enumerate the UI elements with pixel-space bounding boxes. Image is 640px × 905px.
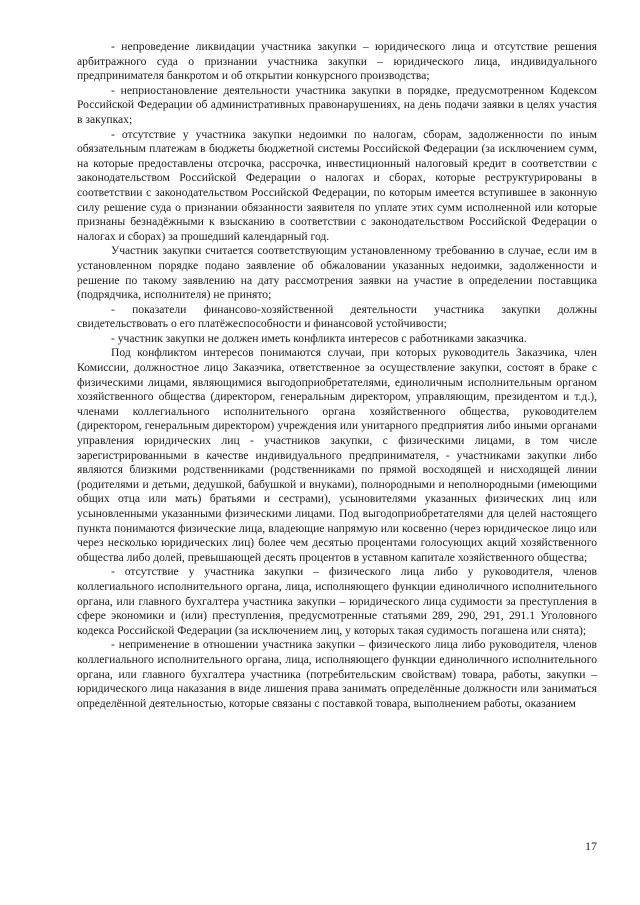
document-body <box>77 40 597 711</box>
paragraph-no-disqualification: - неприменение в отношении участника закупки – физического лица либо руководителя, членов коллегиального исполнительного органа, лица, исполняющего функции единоличного исполнительного органа, или главного бухгалтера участника (потребительским свойствам) товара, работы, закупки – юридического лица наказания в виде лишения права занимать определённые должности или заниматься определённой деятельностью, которые связаны с поставкой товара, выполнением работы, оказанием <box>77 638 597 710</box>
page-number: 17 <box>585 839 597 853</box>
paragraph-appeal-compliance: Участник закупки считается соответствующим установленному требованию в случае, если им в установленном порядке подано заявление об обжаловании указанных недоимки, задолженности и решение по такому заявлению на дату рассмотрения заявки на участие в определении поставщика (подрядчика, исполнителя) не принято; <box>77 244 597 302</box>
paragraph-no-criminal-record: - отсутствие у участника закупки – физического лица либо у руководителя, членов коллегиального исполнительного органа, лица, исполняющего функции единоличного исполнительного органа, или главного бухгалтера участника закупки – юридического лица судимости за преступления в сфере экономики и (или) преступления, предусмотренные статьями 289, 290, 291, 291.1 Уголовного кодекса Российской Федерации (за исключением лиц, у которых такая судимость погашена или снята); <box>77 565 597 637</box>
paragraph-conflict-definition: Под конфликтом интересов понимаются случаи, при которых руководитель Заказчика, член Комиссии, должностное лицо Заказчика, ответственное за осуществление закупки, состоят в браке с физическими лицами, являющимися выгодоприобретателями, единоличным исполнительным органом хозяйственного общества (директором, генеральным директором, управляющим, президентом и т.д.), членами коллегиального исполнительного органа хозяйственного общества, руководителем (директором, генеральным директором) учреждения или унитарного предприятия либо иными органами управления юридических лиц - участников закупки, с физическими лицами, в том числе зарегистрированными в качестве индивидуального предпринимателя, - участниками закупки либо являются близкими родственниками (родственниками по прямой восходящей и нисходящей линии (родителями и детьми, дедушкой, бабушкой и внуками), полнородными и неполнородными (имеющими общих отца или мать) братьями и сестрами), усыновителями указанных физических лиц или усыновленными указанными физическими лицами. Под выгодоприобретателями для целей настоящего пункта понимаются физические лица, владеющие напрямую или косвенно (через юридическое лицо или через несколько юридических лиц) более чем десятью процентами голосующих акций хозяйственного общества либо долей, превышающей десять процентов в уставном капитале хозяйственного общества; <box>77 346 597 564</box>
paragraph-tax-arrears: - отсутствие у участника закупки недоимки по налогам, сборам, задолженности по иным обязательным платежам в бюджеты бюджетной системы Российской Федерации (за исключением сумм, на которые предоставлены отсрочка, рассрочка, инвестиционный налоговый кредит в соответствии с законодательством Российской Федерации о налогах и сборах, которые реструктурированы в соответствии с законодательством Российской Федерации, по которым имеется вступившее в законную силу решение суда о признании обязанности заявителя по уплате этих сумм исполненной или которые признаны безнадёжными к взысканию в соответствии с законодательством Российской Федерации о налогах и сборах) за прошедший календарный год. <box>77 127 597 243</box>
paragraph-suspension: - неприостановление деятельности участника закупки в порядке, предусмотренном Кодексом Российской Федерации об административных правонарушениях, на день подачи заявки в целях участия в закупках; <box>77 83 597 126</box>
paragraph-liquidation: - непроведение ликвидации участника закупки – юридического лица и отсутствие решения арбитражного суда о признании участника закупки – юридического лица, индивидуального предпринимателя банкротом и об открытии конкурсного производства; <box>77 40 597 83</box>
paragraph-financial-indicators: - показатели финансово-хозяйственной деятельности участника закупки должны свидетельствовать о его платёжеспособности и финансовой устойчивости; <box>77 302 597 331</box>
paragraph-conflict-of-interest: - участник закупки не должен иметь конфликта интересов с работниками заказчика. <box>111 331 527 345</box>
